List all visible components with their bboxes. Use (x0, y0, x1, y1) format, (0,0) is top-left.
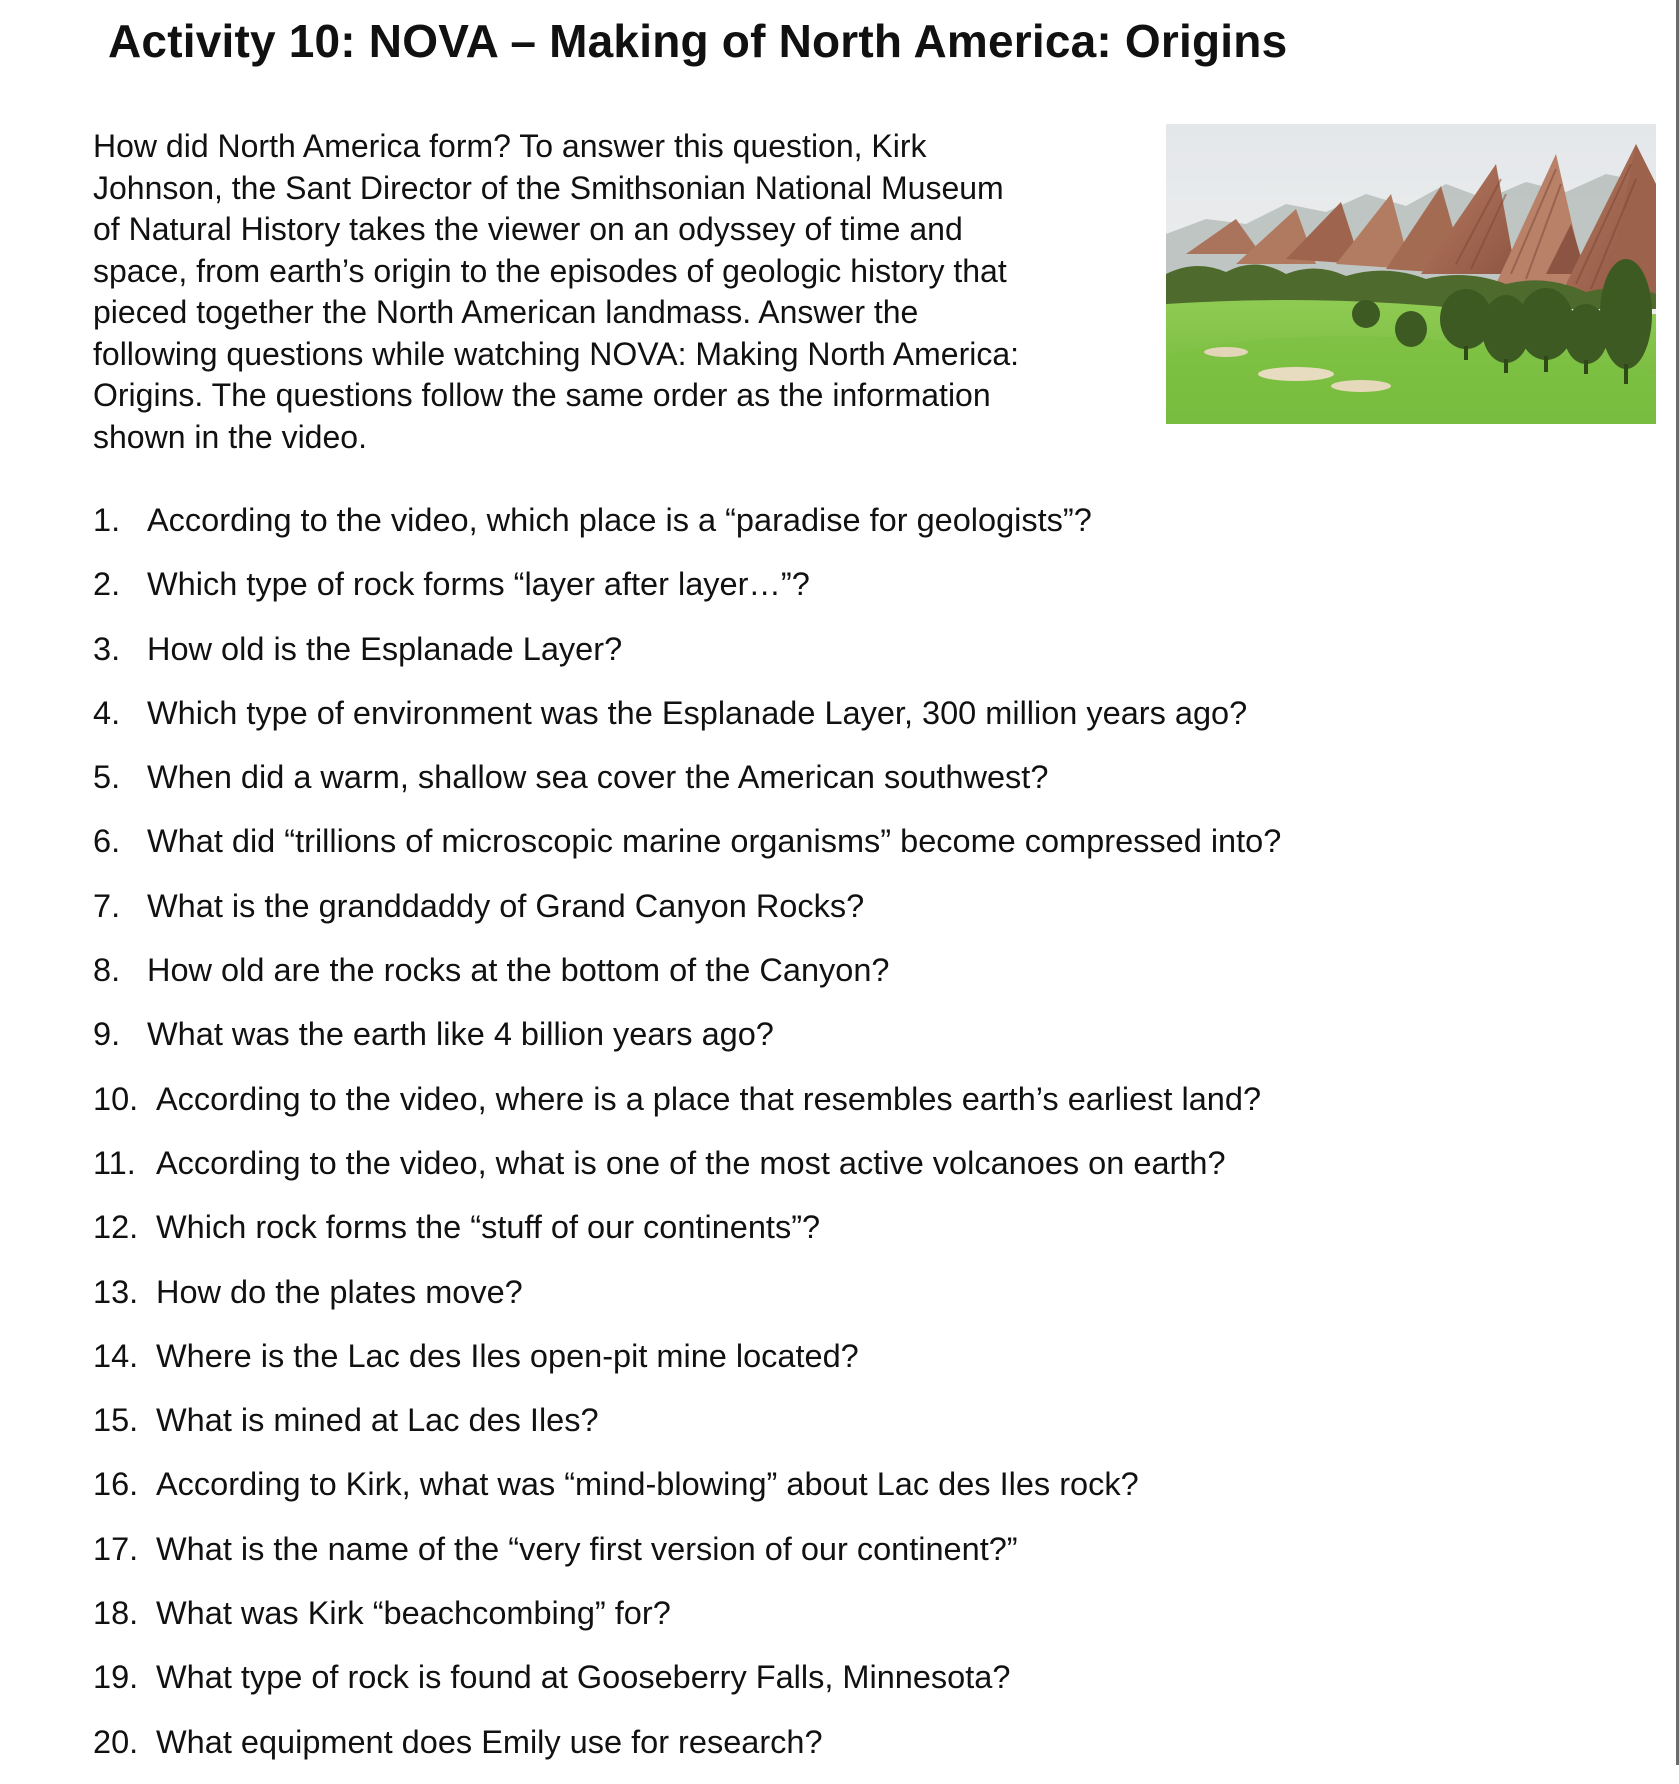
question-number: 13. (93, 1273, 139, 1310)
question-number: 1. (93, 502, 121, 538)
question-item (93, 1141, 1281, 1205)
question-item (93, 1462, 1281, 1526)
question-item (93, 562, 1281, 626)
question-number: 2. (93, 566, 121, 603)
question-text: How old is the Esplanade Layer? (147, 630, 623, 667)
question-item (93, 1398, 1281, 1462)
question-text: What is the name of the “very first version of our continent?” (156, 1530, 1018, 1567)
question-text: What was Kirk “beachcombing” for? (156, 1595, 671, 1632)
question-text: Where is the Lac des Iles open-pit mine located? (156, 1337, 859, 1374)
question-item (93, 884, 1281, 948)
intro-line: shown in the video. (93, 418, 367, 455)
question-text: Which rock forms the “stuff of our continents”? (156, 1209, 821, 1246)
question-item (93, 1527, 1281, 1591)
question-item (93, 948, 1281, 1012)
question-item (93, 1591, 1281, 1655)
intro-line: Origins. The questions follow the same order as the information (93, 377, 991, 413)
intro-line: How did North America form? To answer this question, Kirk (93, 128, 927, 164)
question-number: 8. (93, 952, 121, 989)
intro-line: pieced together the North American landmass. Answer the (93, 294, 919, 330)
question-item (93, 498, 1281, 562)
question-number: 16. (93, 1466, 139, 1503)
question-number: 10. (93, 1080, 139, 1117)
question-number: 6. (93, 823, 121, 860)
question-number: 20. (93, 1723, 139, 1760)
question-item (93, 755, 1281, 819)
question-text: According to Kirk, what was “mind-blowing” about Lac des Iles rock? (156, 1466, 1139, 1503)
question-text: How do the plates move? (156, 1273, 523, 1310)
question-item (93, 1012, 1281, 1076)
question-text: Which type of environment was the Esplanade Layer, 300 million years ago? (147, 694, 1248, 731)
landscape-photo-icon (1166, 124, 1656, 424)
question-number: 9. (93, 1016, 121, 1053)
question-item (93, 691, 1281, 755)
question-item (93, 1205, 1281, 1269)
question-text: What is mined at Lac des Iles? (156, 1402, 599, 1439)
question-number: 17. (93, 1530, 139, 1567)
question-item (93, 1655, 1281, 1719)
intro-line: of Natural History takes the viewer on an odyssey of time and (93, 211, 963, 247)
question-item (93, 1270, 1281, 1334)
question-item (93, 1720, 1281, 1784)
intro-line: following questions while watching NOVA: Making North America: (93, 335, 1020, 372)
question-text: What is the granddaddy of Grand Canyon Rocks? (147, 887, 865, 924)
intro-paragraph (93, 126, 1153, 458)
question-text: What equipment does Emily use for research? (156, 1723, 823, 1760)
question-number: 11. (93, 1144, 136, 1181)
intro-line: Johnson, the Sant Director of the Smithsonian National Museum (93, 169, 1004, 206)
question-number: 12. (93, 1209, 139, 1246)
question-number: 5. (93, 759, 121, 796)
question-list (93, 498, 1281, 1784)
question-text: What was the earth like 4 billion years ago? (147, 1016, 774, 1053)
question-item (93, 627, 1281, 691)
question-number: 15. (93, 1402, 139, 1439)
question-text: How old are the rocks at the bottom of the Canyon? (147, 952, 890, 989)
question-text: According to the video, which place is a “paradise for geologists”? (147, 502, 1092, 538)
question-item (93, 819, 1281, 883)
question-item (93, 1077, 1281, 1141)
question-text: What type of rock is found at Gooseberry Falls, Minnesota? (156, 1659, 1011, 1696)
intro-line: space, from earth’s origin to the episodes of geologic history that (93, 252, 1007, 289)
question-number: 14. (93, 1337, 139, 1374)
question-number: 3. (93, 630, 121, 667)
landscape-photo (1166, 124, 1656, 424)
question-text: When did a warm, shallow sea cover the American southwest? (147, 759, 1049, 796)
question-number: 7. (93, 887, 121, 924)
question-text: What did “trillions of microscopic marine organisms” become compressed into? (147, 823, 1282, 860)
question-number: 4. (93, 694, 121, 731)
question-number: 19. (93, 1659, 139, 1696)
question-number: 18. (93, 1595, 139, 1632)
activity-title: Activity 10: NOVA – Making of North America: Origins (108, 15, 1288, 67)
question-item (93, 1334, 1281, 1398)
question-text: According to the video, what is one of the most active volcanoes on earth? (156, 1144, 1226, 1181)
question-text: According to the video, where is a place that resembles earth’s earliest land? (156, 1080, 1262, 1117)
question-text: Which type of rock forms “layer after layer…”? (147, 566, 810, 603)
